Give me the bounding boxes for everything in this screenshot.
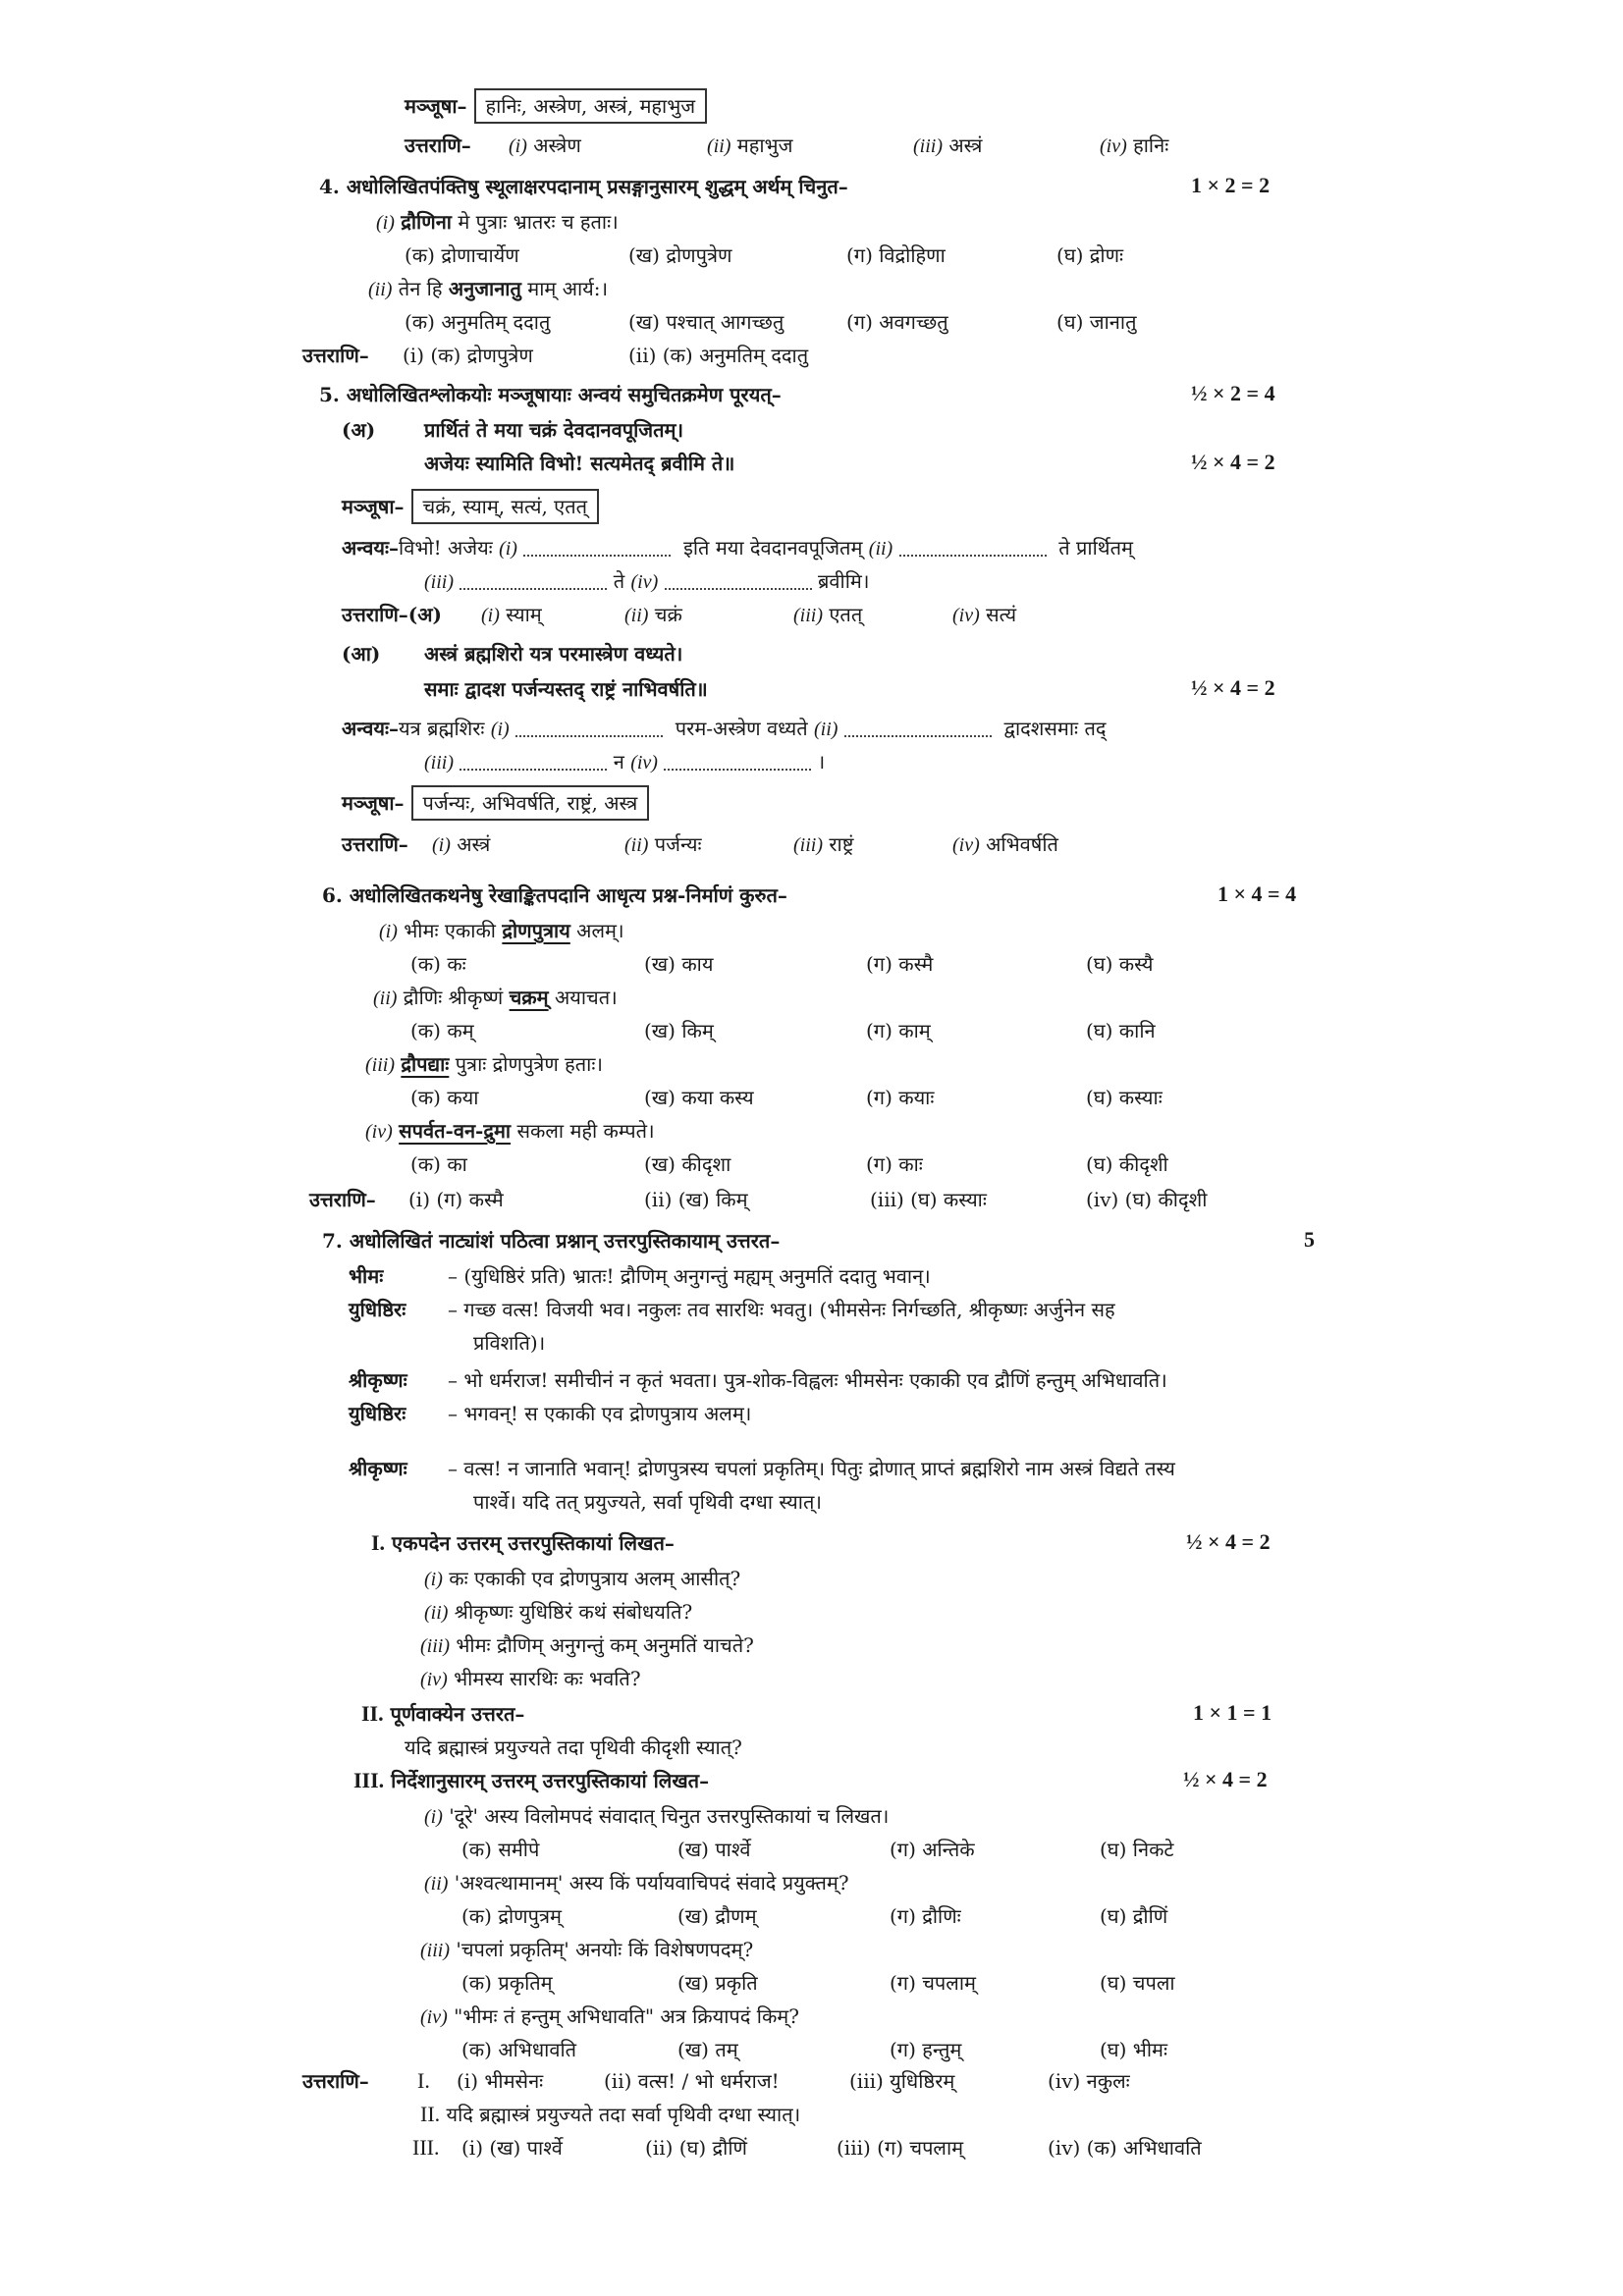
blank-field[interactable] xyxy=(899,543,1047,557)
option: (क) कम् xyxy=(410,1019,474,1042)
speaker: श्रीकृष्णः xyxy=(349,1457,407,1480)
answers-label: उत्तराणि– xyxy=(342,832,408,856)
option: (घ) भीमः xyxy=(1100,2038,1168,2061)
part-3-heading: III. निर्देशानुसारम् उत्तरम् उत्तरपुस्तिकायां लिखत– xyxy=(353,1768,710,1792)
blank-field[interactable] xyxy=(515,723,663,737)
q6-item-4: (iv) सपर्वत-वन-द्रुमा सकला मही कम्पते। xyxy=(365,1119,655,1143)
blank-field[interactable] xyxy=(523,543,671,557)
answers-II: II. यदि ब्रह्मास्त्रं प्रयुज्यते तदा सर्वा पृथिवी दग्धा स्यात्। xyxy=(420,2102,801,2126)
dialogue-line: – भो धर्मराज! समीचीनं न कृतं भवता। पुत्र-शोक-विह्वलः भीमसेनः एकाकी एव द्रौणिं हन्तुम् अभिधावति। xyxy=(448,1368,1167,1392)
blank-field[interactable] xyxy=(665,576,812,590)
option: (ग) अन्तिके xyxy=(890,1838,975,1861)
option: (क) का xyxy=(410,1152,467,1176)
q4-item-2: (ii) तेन हि अनुजानातु माम् आर्य:। xyxy=(368,277,609,300)
option: (घ) द्रोणः xyxy=(1056,243,1124,267)
option: (ख) कया कस्य xyxy=(644,1086,754,1109)
option: (ग) कस्मै xyxy=(866,952,934,976)
answer-item: (iv) हानिः xyxy=(1100,133,1169,157)
answer-item: (ii) पर्जन्यः xyxy=(624,832,702,856)
anvaya-5aa-line2: (iii) न (iv) । xyxy=(424,750,826,774)
anvaya-5a-line2: (iii) ते (iv) ब्रवीमि। xyxy=(424,569,870,593)
answer-item: (iii) एतत् xyxy=(793,603,863,626)
answer-item: (iv) सत्यं xyxy=(952,603,1017,626)
answer-item: (i) (ख) पार्श्वे xyxy=(461,2136,563,2160)
answers-label: उत्तराणि–(अ) xyxy=(342,603,442,626)
speaker: युधिष्ठिरः xyxy=(349,1402,406,1425)
option: (क) द्रोणाचार्येण xyxy=(405,243,519,267)
dialogue-line: – (युधिष्ठिरं प्रति) भ्रातः! द्रौणिम् अनुगन्तुं मह्यम् अनुमतिं ददातु भवान्। xyxy=(448,1264,931,1288)
anvaya-5a-line1: अन्वयः–विभो! अजेयः (i) इति मया देवदानवपूजितम् (ii) ते प्रार्थितम् xyxy=(342,536,1133,560)
option: (क) कया xyxy=(410,1086,479,1109)
answer-item: (ii) महाभुज xyxy=(707,133,793,157)
manjusha-box: हानिः, अस्त्रेण, अस्त्रं, महाभुज xyxy=(474,88,708,124)
option: (घ) कस्याः xyxy=(1086,1086,1163,1109)
blank-field[interactable] xyxy=(844,723,992,737)
answer-item: (ii) वत्स! / भो धर्मराज! xyxy=(604,2069,780,2093)
answers-I: I. xyxy=(417,2068,430,2093)
q6-item-1: (i) भीमः एकाकी द्रोणपुत्राय अलम्। xyxy=(379,919,624,942)
part-1-marks: ½ × 4 = 2 xyxy=(1186,1529,1271,1554)
answer-item: (iii) (घ) कस्याः xyxy=(870,1188,987,1211)
option: (घ) जानातु xyxy=(1056,310,1137,334)
option: (घ) द्रौणिं xyxy=(1100,1904,1168,1928)
option: (क) अभिधावति xyxy=(461,2038,577,2061)
question-item: (iv) भीमस्य सारथिः कः भवति? xyxy=(420,1667,641,1690)
part-3-marks: ½ × 4 = 2 xyxy=(1183,1767,1268,1791)
option: (ग) कयाः xyxy=(866,1086,935,1109)
answers-III-label: III. xyxy=(412,2135,440,2160)
blank-field[interactable] xyxy=(460,757,607,771)
question-item: (ii) 'अश्वत्थामानम्' अस्य किं पर्यायवाचिपदं संवादे प्रयुक्तम्? xyxy=(424,1871,849,1895)
answer-item: (iv) अभिवर्षति xyxy=(952,832,1058,856)
question-item: (ii) श्रीकृष्णः युधिष्ठिरं कथं संबोधयति? xyxy=(424,1600,693,1624)
dialogue-line-cont: प्रविशति)। xyxy=(473,1331,546,1355)
verse-aa-line2: समाः द्वादश पर्जन्यस्तद् राष्ट्रं नाभिवर्षति॥ xyxy=(424,677,708,701)
question-5-marks: ½ × 2 = 4 xyxy=(1191,381,1275,405)
answer-item: (iii) राष्ट्रं xyxy=(793,832,854,856)
manjusha-box: चक्रं, स्याम्, सत्यं, एतत् xyxy=(411,489,600,524)
q6-item-3: (iii) द्रौपद्याः पुत्राः द्रोणपुत्रेण हताः। xyxy=(365,1052,603,1076)
question-7-title: 7. अधोलिखितं नाट्यांशं पठित्वा प्रश्नान् उत्तरपुस्तिकायाम् उत्तरत– xyxy=(322,1229,781,1253)
part-2-marks: 1 × 1 = 1 xyxy=(1193,1700,1272,1725)
verse-aa-label: (आ) xyxy=(342,642,381,666)
option: (ख) प्रकृति xyxy=(677,1971,758,1995)
manjusha-5a: मञ्जूषा– चक्रं, स्याम्, सत्यं, एतत् xyxy=(342,489,599,524)
answer-item: (ii) (ख) किम् xyxy=(644,1188,748,1211)
question-5-title: 5. अधोलिखितश्लोकयोः मञ्जूषायाः अन्वयं समुचितक्रमेण पूरयत्– xyxy=(319,383,782,406)
manjusha-label: मञ्जूषा– xyxy=(405,94,467,118)
verse-a-marks: ½ × 4 = 2 xyxy=(1191,450,1275,474)
anvaya-5aa-line1: अन्वयः–यत्र ब्रह्मशिरः (i) परम-अस्त्रेण वध्यते (ii) द्वादशसमाः तद् xyxy=(342,717,1107,740)
answer-item: (i) अस्त्रं xyxy=(432,832,491,856)
option: (घ) चपला xyxy=(1100,1971,1175,1995)
option: (ख) पार्श्वे xyxy=(677,1838,751,1861)
answer-item: (ii) (घ) द्रौणिं xyxy=(645,2136,747,2160)
question-6-marks: 1 × 4 = 4 xyxy=(1217,881,1297,906)
option: (घ) निकटे xyxy=(1100,1838,1174,1861)
q6-item-2: (ii) द्रौणिः श्रीकृष्णं चक्रम् अयाचत। xyxy=(373,986,618,1009)
answers-label: उत्तराणि– xyxy=(405,133,471,157)
option: (ख) द्रोणपुत्रेण xyxy=(628,243,732,267)
verse-aa-marks: ½ × 4 = 2 xyxy=(1191,675,1275,700)
answer-item: (iii) युधिष्ठिरम् xyxy=(849,2069,955,2093)
manjusha-5aa: मञ्जूषा– पर्जन्यः, अभिवर्षति, राष्ट्रं, अस्त्र xyxy=(342,785,649,821)
question-item: (iv) "भीमः तं हन्तुम् अभिधावति" अत्र क्रियापदं किम्? xyxy=(420,2004,799,2028)
manjusha-q3 xyxy=(405,88,707,124)
answer-item: (iv) (क) अभिधावति xyxy=(1048,2136,1202,2160)
option: (ग) चपलाम् xyxy=(890,1971,976,1995)
verse-a-label: (अ) xyxy=(342,418,376,442)
option: (क) कः xyxy=(410,952,466,976)
answer-item: (i) (क) द्रोणपुत्रेण xyxy=(403,344,533,367)
blank-field[interactable] xyxy=(460,576,607,590)
dialogue-line: – भगवन्! स एकाकी एव द्रोणपुत्राय अलम्। xyxy=(448,1402,752,1425)
question-4-marks: 1 × 2 = 2 xyxy=(1191,173,1271,197)
question-item: यदि ब्रह्मास्त्रं प्रयुज्यते तदा पृथिवी कीदृशी स्यात्? xyxy=(405,1735,742,1759)
question-7-marks: 5 xyxy=(1304,1227,1315,1252)
option: (घ) कस्यै xyxy=(1086,952,1154,976)
option: (क) समीपे xyxy=(461,1838,540,1861)
question-item: (iii) 'चपलां प्रकृतिम्' अनयोः किं विशेषणपदम्? xyxy=(420,1938,754,1961)
dialogue-line-cont: पार्श्वे। यदि तत् प्रयुज्यते, सर्वा पृथिवी दग्धा स्यात्। xyxy=(473,1490,822,1514)
question-item: (iii) भीमः द्रौणिम् अनुगन्तुं कम् अनुमतिं याचते? xyxy=(420,1633,754,1657)
option: (ग) काम् xyxy=(866,1019,931,1042)
option: (क) अनुमतिम् ददातु xyxy=(405,310,551,334)
answer-item: (i) स्याम् xyxy=(481,603,542,626)
answer-item: (i) भीमसेनः xyxy=(457,2069,544,2093)
verse-aa-line1: अस्त्रं ब्रह्मशिरो यत्र परमास्त्रेण वध्यते। xyxy=(424,642,683,666)
answers-label: उत्तराणि– xyxy=(302,344,369,367)
dialogue-line: – गच्छ वत्स! विजयी भव। नकुलः तव सारथिः भवतु। (भीमसेनः निर्गच्छति, श्रीकृष्णः अर्जुनेन सह xyxy=(448,1298,1115,1321)
option: (ख) पश्चात् आगच्छतु xyxy=(628,310,784,334)
answers-label: उत्तराणि– xyxy=(302,2069,369,2093)
answer-item: (iv) (घ) कीदृशी xyxy=(1086,1188,1208,1211)
option: (ख) काय xyxy=(644,952,714,976)
option: (ग) काः xyxy=(866,1152,923,1176)
question-4-title: 4. अधोलिखितपंक्तिषु स्थूलाक्षरपदानाम् प्रसङ्गानुसारम् शुद्धम् अर्थम् चिनुत– xyxy=(319,175,848,198)
manjusha-box: पर्जन्यः, अभिवर्षति, राष्ट्रं, अस्त्र xyxy=(411,785,650,821)
speaker: युधिष्ठिरः xyxy=(349,1298,406,1321)
answer-item: (iii) अस्त्रं xyxy=(913,133,983,157)
option: (घ) कानि xyxy=(1086,1019,1156,1042)
part-2-heading: II. पूर्णवाक्येन उत्तरत– xyxy=(361,1701,525,1726)
answer-item: (i) अस्त्रेण xyxy=(509,133,581,157)
dialogue-line: – वत्स! न जानाति भवान्! द्रोणपुत्रस्य चपलां प्रकृतिम्। पितुः द्रोणात् प्राप्तं ब्रह्मशिरो नाम अस्त्रं विद्यते तस्य xyxy=(448,1457,1175,1480)
option: (ग) हन्तुम् xyxy=(890,2038,962,2061)
option: (ग) अवगच्छतु xyxy=(846,310,948,334)
answers-label: उत्तराणि– xyxy=(309,1188,376,1211)
question-item: (i) 'दूरे' अस्य विलोमपदं संवादात् चिनुत उत्तरपुस्तिकायां च लिखत। xyxy=(424,1804,890,1828)
speaker: श्रीकृष्णः xyxy=(349,1368,407,1392)
part-1-heading: I. एकपदेन उत्तरम् उत्तरपुस्तिकायां लिखत– xyxy=(371,1530,675,1555)
q4-item-1: (i) द्रौणिना मे पुत्राः भ्रातरः च हताः। xyxy=(376,210,619,234)
blank-field[interactable] xyxy=(664,757,811,771)
answer-item: (i) (ग) कस्मै xyxy=(408,1188,504,1211)
answer-item: (iv) नकुलः xyxy=(1048,2069,1130,2093)
question-6-title: 6. अधोलिखितकथनेषु रेखाङ्कितपदानि आधृत्य प्रश्न-निर्माणं कुरुत– xyxy=(322,883,787,907)
question-item: (i) कः एकाकी एव द्रोणपुत्राय अलम् आसीत्? xyxy=(424,1567,741,1590)
option: (ग) द्रौणिः xyxy=(890,1904,961,1928)
option: (ग) विद्रोहिणा xyxy=(846,243,946,267)
option: (ख) कीदृशा xyxy=(644,1152,731,1176)
speaker: भीमः xyxy=(349,1264,384,1288)
option: (क) प्रकृतिम् xyxy=(461,1971,553,1995)
verse-a-line2: अजेयः स्यामिति विभो! सत्यमेतद् ब्रवीमि ते॥ xyxy=(424,452,735,475)
answer-item: (ii) चक्रं xyxy=(624,603,682,626)
option: (ख) द्रौणम् xyxy=(677,1904,757,1928)
option: (घ) कीदृशी xyxy=(1086,1152,1168,1176)
option: (ख) किम् xyxy=(644,1019,714,1042)
option: (क) द्रोणपुत्रम् xyxy=(461,1904,562,1928)
answer-item: (iii) (ग) चपलाम् xyxy=(837,2136,964,2160)
option: (ख) तम् xyxy=(677,2038,738,2061)
verse-a-line1: प्रार्थितं ते मया चक्रं देवदानवपूजितम्। xyxy=(424,418,684,442)
answer-item: (ii) (क) अनुमतिम् ददातु xyxy=(628,344,809,367)
